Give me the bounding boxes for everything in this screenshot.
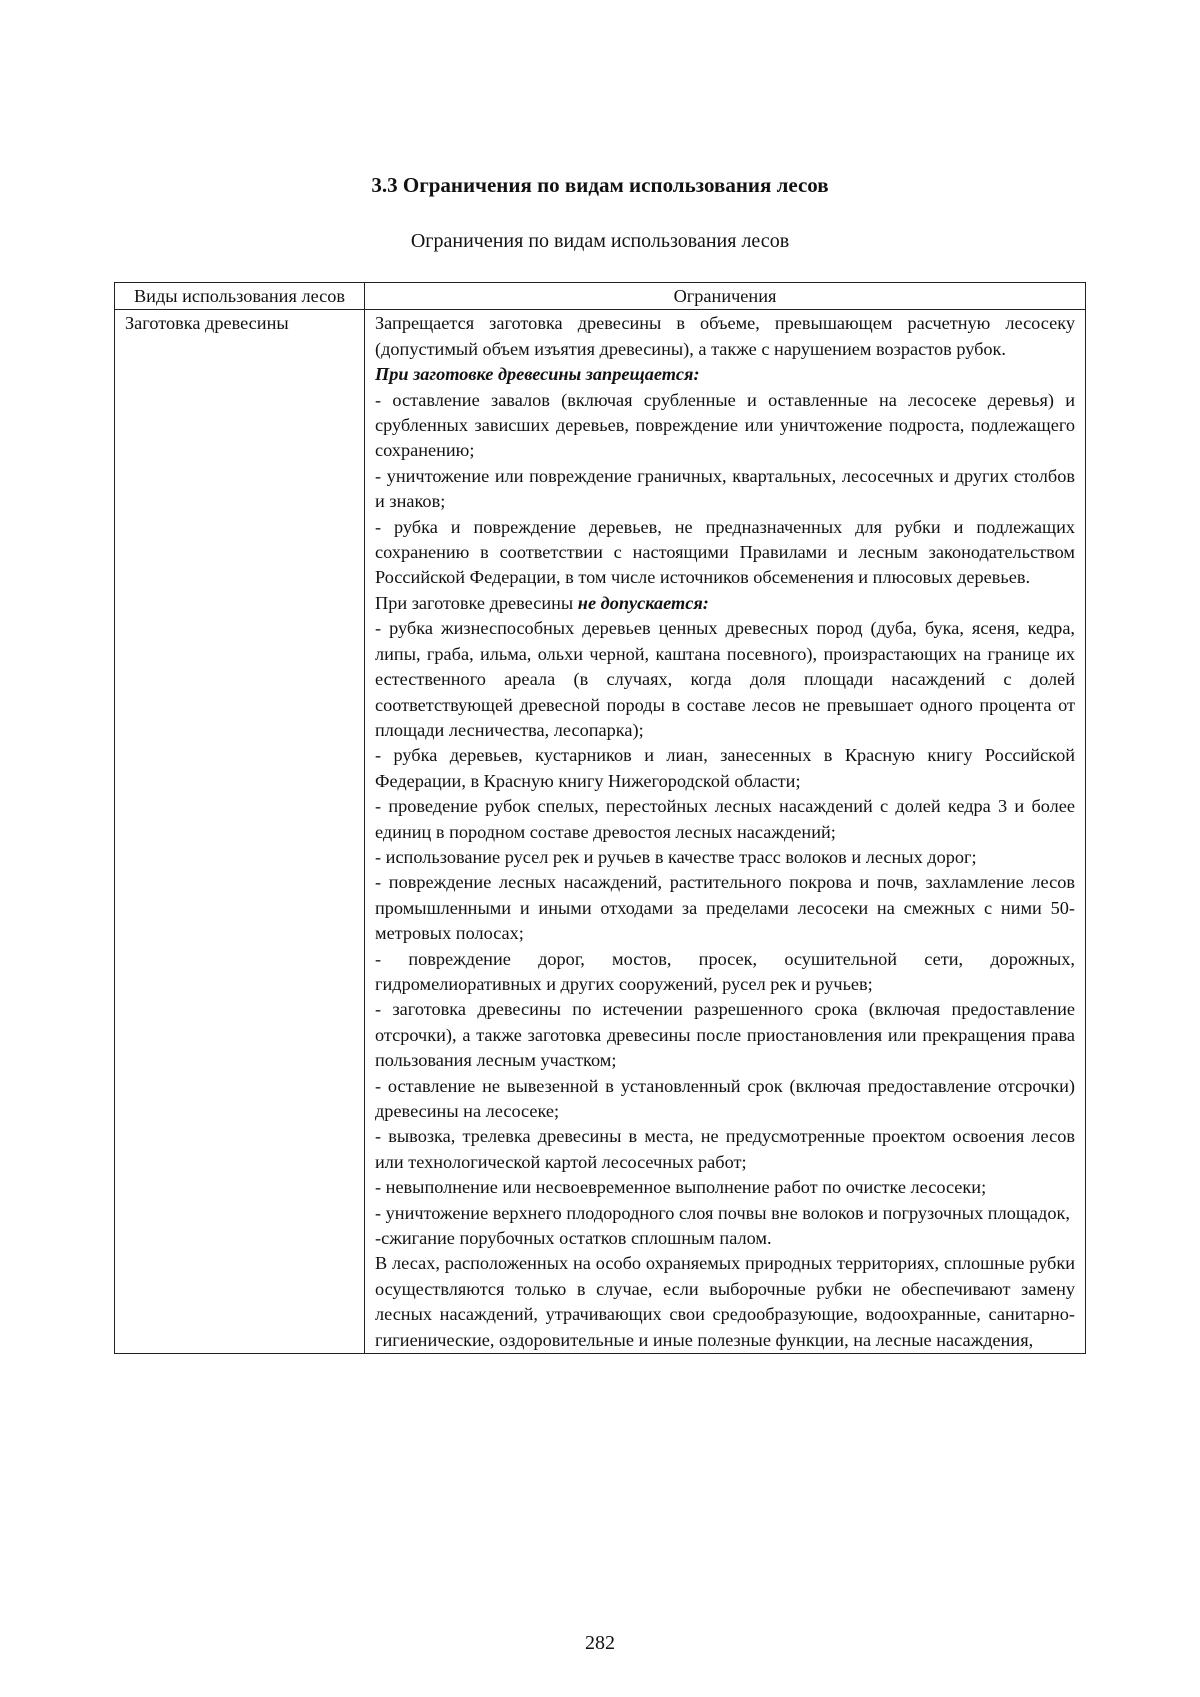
restriction-item: - вывозка, трелевка древесины в места, не предусмотренные проектом освоения лесов или технологической картой лесосечных работ; [375, 1126, 1075, 1172]
restriction-item: - рубка жизнеспособных деревьев ценных древесных пород (дуба, бука, ясеня, кедра, липы, граба, ильма, ольхи черной, каштана посевного), произрастающих на границе их естественного ареала (в случаях, когда доля площади насаждений с долей соответствующей древесной породы в составе лесов не превышает одного процента от площади лесничества, лесопарка); [375, 618, 1075, 740]
restriction-item: - оставление завалов (включая срубленные и оставленные на лесосеке деревья) и срубленных зависших деревьев, повреждение или уничтожение подроста, подлежащего сохранению; [375, 389, 1075, 461]
restriction-item: - повреждение дорог, мостов, просек, осушительной сети, дорожных, гидромелиоративных и других сооружений, русел рек и ручьев; [375, 948, 1075, 994]
header-restrictions: Ограничения [365, 283, 1086, 310]
restriction-paragraph: В лесах, расположенных на особо охраняемых природных территориях, сплошные рубки осуществляются только в случае, если выборочные рубки не обеспечивают замену лесных насаждений, утрачивающих свои средообразующие, водоохранные, санитарно-гигиенические, оздоровительные и иные полезные функции, на лесные насаждения, [375, 1253, 1075, 1350]
restriction-item: - уничтожение верхнего плодородного слоя почвы вне волоков и погрузочных площадок, [375, 1202, 1070, 1223]
table-header-row [115, 283, 1086, 310]
prohibited-heading: При заготовке древесины запрещается: [375, 364, 700, 385]
not-allowed-heading-prefix: При заготовке древесины [375, 592, 578, 613]
restriction-item: - использование русел рек и ручьев в качестве трасс волоков и лесных дорог; [375, 846, 977, 867]
restriction-item: - заготовка древесины по истечении разрешенного срока (включая предоставление отсрочки), а также заготовка древесины после приостановления или прекращения права пользования лесным участком; [375, 999, 1075, 1071]
restriction-item: - рубка и повреждение деревьев, не предназначенных для рубки и подлежащих сохранению в соответствии с настоящими Правилами и лесным законодательством Российской Федерации, в том числе источников обсеменения и плюсовых деревьев. [375, 516, 1075, 588]
use-type-cell: Заготовка древесины [115, 310, 365, 1354]
not-allowed-heading-emphasis: не допускается: [577, 592, 709, 613]
page-number: 282 [585, 1632, 615, 1654]
restriction-paragraph: Запрещается заготовка древесины в объеме, превышающем расчетную лесосеку (допустимый объем изъятия древесины), а также с нарушением возрастов рубок. [375, 313, 1075, 359]
restriction-item: - проведение рубок спелых, перестойных лесных насаждений с долей кедра 3 и более единиц в породном составе древостоя лесных насаждений; [375, 796, 1075, 842]
restriction-item: - повреждение лесных насаждений, растительного покрова и почв, захламление лесов промышленными и иными отходами за пределами лесосеки на смежных с ними 50-метровых полосах; [375, 872, 1075, 944]
section-title: 3.3 Ограничения по видам использования лесов [371, 173, 829, 197]
restriction-item: - рубка деревьев, кустарников и лиан, занесенных в Красную книгу Российской Федерации, в Красную книгу Нижегородской области; [375, 745, 1075, 791]
restriction-item: - оставление не вывезенной в установленный срок (включая предоставление отсрочки) древесины на лесосеке; [375, 1075, 1075, 1121]
restriction-item: - невыполнение или несвоевременное выполнение работ по очистке лесосеки; [375, 1177, 987, 1198]
table-row [115, 310, 1086, 1354]
restriction-item: -сжигание порубочных остатков сплошным палом. [375, 1228, 772, 1249]
table-caption: Ограничения по видам использования лесов [410, 230, 790, 252]
restriction-item: - уничтожение или повреждение граничных, квартальных, лесосечных и других столбов и знаков; [375, 465, 1075, 512]
restrictions-cell [365, 310, 1086, 1354]
restrictions-table [114, 282, 1086, 1354]
header-use-types: Виды использования лесов [115, 283, 365, 310]
not-allowed-heading [375, 591, 1075, 616]
